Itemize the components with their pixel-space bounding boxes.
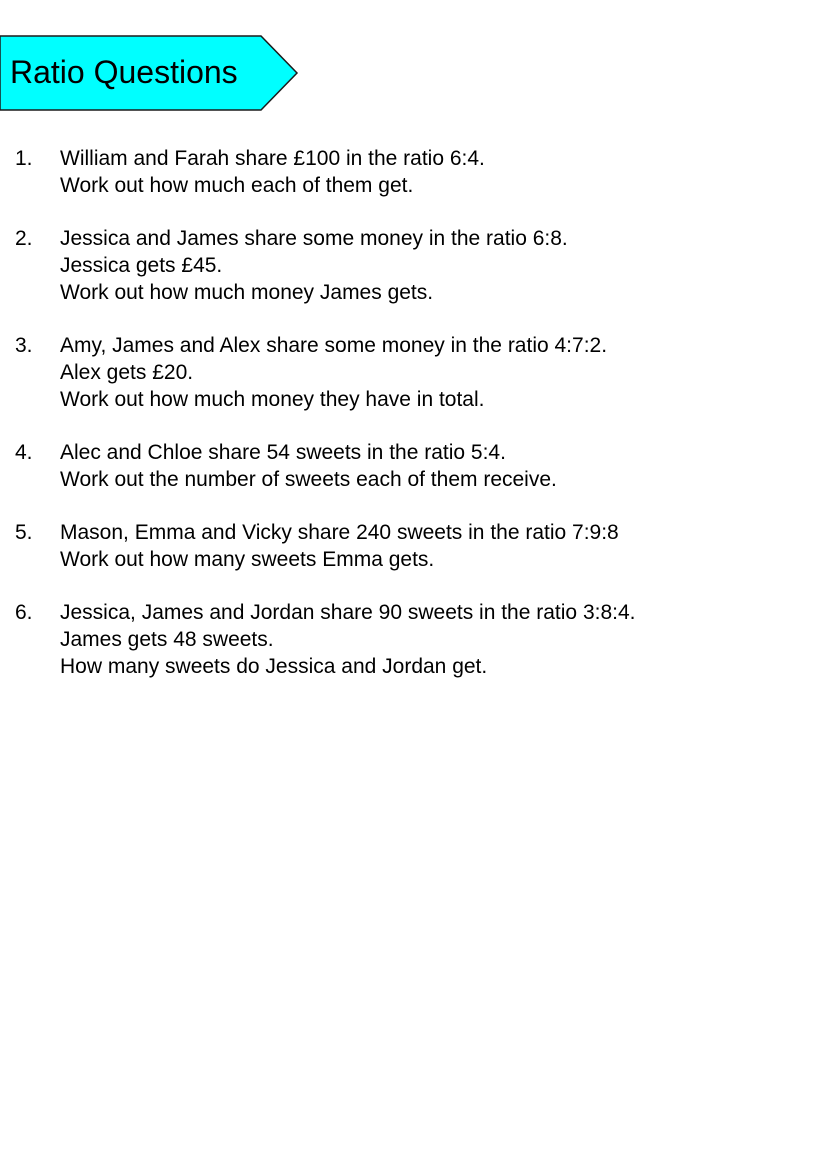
question-number: 5. bbox=[15, 520, 33, 544]
question-line: Alec and Chloe share 54 sweets in the ratio 5:4. bbox=[60, 440, 506, 464]
question-item bbox=[0, 226, 828, 306]
question-list bbox=[0, 146, 828, 707]
question-item bbox=[0, 520, 828, 574]
question-line: William and Farah share £100 in the ratio 6:4. bbox=[60, 147, 485, 170]
question-line: Amy, James and Alex share some money in the ratio 4:7:2. bbox=[60, 333, 608, 357]
question-text bbox=[60, 600, 828, 680]
question-line: Jessica and James share some money in the ratio 6:8. bbox=[60, 227, 568, 251]
question-text bbox=[60, 440, 828, 494]
question-number: 6. bbox=[15, 601, 33, 625]
question-item bbox=[0, 600, 828, 680]
question-line: Work out how many sweets Emma gets. bbox=[60, 547, 435, 571]
question-number: 4. bbox=[15, 440, 33, 464]
question-number: 1. bbox=[15, 147, 33, 170]
title-banner bbox=[0, 35, 300, 111]
question-line: James gets 48 sweets. bbox=[60, 627, 274, 651]
question-text bbox=[60, 520, 828, 574]
question-line: Work out how much money James gets. bbox=[60, 280, 434, 304]
question-line: How many sweets do Jessica and Jordan get. bbox=[60, 654, 488, 678]
question-item bbox=[0, 333, 828, 413]
question-text bbox=[60, 226, 828, 306]
question-line: Work out how much each of them get. bbox=[60, 173, 414, 197]
question-item bbox=[0, 440, 828, 494]
question-number: 2. bbox=[15, 227, 33, 251]
question-number: 3. bbox=[15, 333, 33, 357]
question-line: Mason, Emma and Vicky share 240 sweets in the ratio 7:9:8 bbox=[60, 520, 619, 544]
question-line: Work out how much money they have in total. bbox=[60, 387, 485, 411]
question-line: Work out the number of sweets each of them receive. bbox=[60, 467, 557, 491]
question-line: Jessica gets £45. bbox=[60, 253, 223, 277]
question-item bbox=[0, 146, 828, 200]
page-title: Ratio Questions bbox=[10, 54, 238, 90]
question-line: Alex gets £20. bbox=[60, 360, 194, 384]
question-line: Jessica, James and Jordan share 90 sweets in the ratio 3:8:4. bbox=[60, 601, 636, 625]
question-text bbox=[60, 146, 828, 200]
question-text bbox=[60, 333, 828, 413]
